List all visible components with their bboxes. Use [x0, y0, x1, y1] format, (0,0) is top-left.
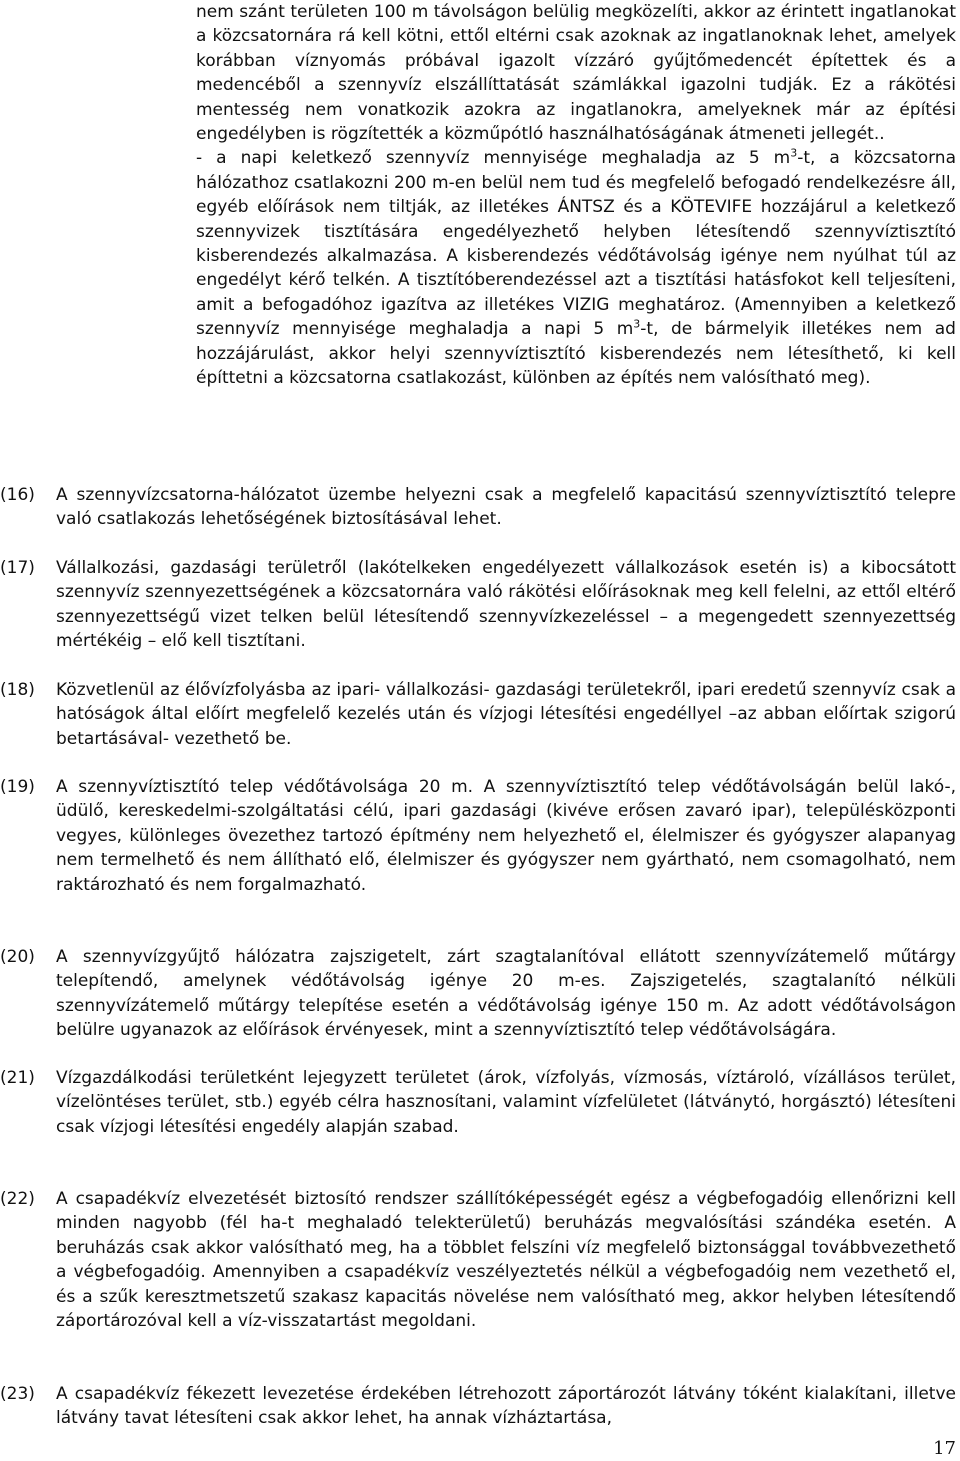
numbered-item-20: [0, 945, 956, 1043]
numbered-item-18: [0, 678, 956, 751]
item-number: (18): [0, 680, 35, 700]
dash-paragraph: [196, 146, 956, 390]
item-text: A csapadékvíz fékezett levezetése érdekében létrehozott záportározót látvány tóként kialakítani, illetve látvány tavat létesíteni csak akkor lehet, ha annak vízháztartása,: [56, 1384, 956, 1429]
item-text: Közvetlenül az élővízfolyásba az ipari- vállalkozási- gazdasági területekről, ipari eredetű szennyvíz csak a hatóságok által előírt megfelelő kezelés után és vízjogi létesítési engedéllyel –az abban előírtak szigorú betartásával- vezethető be.: [56, 680, 956, 749]
item-text: A szennyvízgyűjtő hálózatra zajszigetelt, zárt szagtalanítóval ellátott szennyvízátemelő műtárgy telepítendő, amelynek védőtávolság igénye 20 m-es. Zajszigetelés, szagtalanító nélküli szennyvízátemelő műtárgy telepítése esetén a védőtávolság igénye 150 m. Az adott védőtávolságon belülre ugyanazok az előírások érvényesek, mint a szennyvíztisztító telep védőtávolságára.: [56, 947, 956, 1041]
numbered-item-22: [0, 1187, 956, 1333]
item-number: (22): [0, 1189, 35, 1209]
page-number: 17: [933, 1438, 956, 1459]
item-number: (20): [0, 947, 35, 967]
item-number: (16): [0, 485, 35, 505]
item-text: A szennyvízcsatorna-hálózatot üzembe helyezni csak a megfelelő kapacitású szennyvíztisztító telepre való csatlakozás lehetőségének biztosításával lehet.: [56, 485, 956, 530]
item-text: Vállalkozási, gazdasági területről (lakótelkeken engedélyezett vállalkozások esetén is) a kibocsátott szennyvíz szennyezettségének a közcsatornára való rákötési előírásoknak meg kell felelni, az ettől eltérő szennyezettségű vizet telken belül létesítendő szennyvízkezeléssel – a megengedett szennyezettség mértékéig – elő kell tisztítani.: [56, 558, 956, 652]
numbered-item-23: [0, 1382, 956, 1431]
paragraph-continuation: nem szánt területen 100 m távolságon belülig megközelíti, akkor az érintett ingatlanokat a közcsatornára rá kell kötni, ettől eltérni csak azoknak az ingatlanoknak lehet, amelyek korábban víznyomás próbával igazolt vízzáró gyűjtőmedencét építettek és a medencéből a szennyvíz elszállíttatását számlákkal igazolni tudják. Ez a rákötési mentesség nem vonatkozik azokra az ingatlanokra, amelyeknek már az építési engedélyben is rögzítették a közműpótló használhatóságának átmeneti jellegét..: [196, 2, 956, 145]
item-text: A csapadékvíz elvezetését biztosító rendszer szállítóképességét egész a végbefogadóig ellenőrizni kell minden nagyobb (fél ha-t meghaladó telekterületű) beruházás megvalósítási szándéka esetén. A beruházás csak akkor valósítható meg, ha a többlet felszíni víz megfelelő biztonsággal továbbvezethető a végbefogadóig. Amennyiben a csapadékvíz veszélyeztetés nélkül a végbefogadóig nem vezethető el, és a szűk keresztmetszetű szakasz kapacitás növelése nem valósítható meg, akkor helyben létesítendő záportározóval kell a víz-visszatartást megoldani.: [56, 1189, 956, 1332]
item-text: A szennyvíztisztító telep védőtávolsága 20 m. A szennyvíztisztító telep védőtávolságán belül lakó-, üdülő, kereskedelmi-szolgáltatási célú, ipari gazdasági (kivéve erősen zavaró ipar), településközponti vegyes, különleges övezethez tartozó építmény nem helyezhető el, élelmiszer és gyógyszer alapanyag nem termelhető és nem állítható elő, élelmiszer és gyógyszer nem gyártható, nem csomagolható, nem raktározható és nem forgalmazható.: [56, 777, 956, 895]
dash-text-part-3: -t, de bármelyik illetékes nem ad hozzájárulást, akkor helyi szennyvíztisztító kisberendezés nem létesíthető, ki kell építtetni a közcsatorna csatlakozást, különben az építés nem valósítható meg).: [196, 319, 956, 389]
numbered-item-16: [0, 483, 956, 532]
dash-text-part-1: - a napi keletkező szennyvíz mennyisége meghaladja az 5 m: [196, 148, 791, 169]
superscript-cubic-2: 3: [633, 317, 641, 331]
continued-paragraph-block: [196, 0, 956, 391]
numbered-item-17: [0, 556, 956, 654]
item-number: (23): [0, 1384, 35, 1404]
superscript-cubic: 3: [790, 146, 798, 160]
item-number: (21): [0, 1068, 35, 1088]
numbered-item-19: [0, 775, 956, 897]
item-text: Vízgazdálkodási területként lejegyzett területet (árok, vízfolyás, vízmosás, víztároló, vízállásos terület, vízelöntéses terület, stb.) egyéb célra hasznosítani, valamint vízfelületet (látványtó, horgásztó) létesíteni csak vízjogi létesítési engedély alapján szabad.: [56, 1068, 956, 1137]
dash-text-part-2: -t, a közcsatorna hálózathoz csatlakozni 200 m-en belül nem tud és megfelelő befogadó rendelkezésre áll, egyéb előírások nem tiltják, az illetékes ÁNTSZ és a KÖTEVIFE hozzájárul a keletkező szennyvizek tisztítására engedélyezhető helyben létesítendő szennyvíztisztító kisberendezés alkalmazása. A kisberendezés védőtávolság igénye nem nyúlhat túl az engedélyt kérő telkén. A tisztítóberendezéssel azt a tisztítási hatásfokot kell teljesíteni, amit a befogadóhoz igazítva az illetékes VIZIG meghatároz. (Amennyiben a keletkező szennyvíz mennyisége meghaladja a napi 5 m: [196, 148, 956, 340]
numbered-item-21: [0, 1066, 956, 1139]
item-number: (19): [0, 777, 35, 797]
item-number: (17): [0, 558, 35, 578]
